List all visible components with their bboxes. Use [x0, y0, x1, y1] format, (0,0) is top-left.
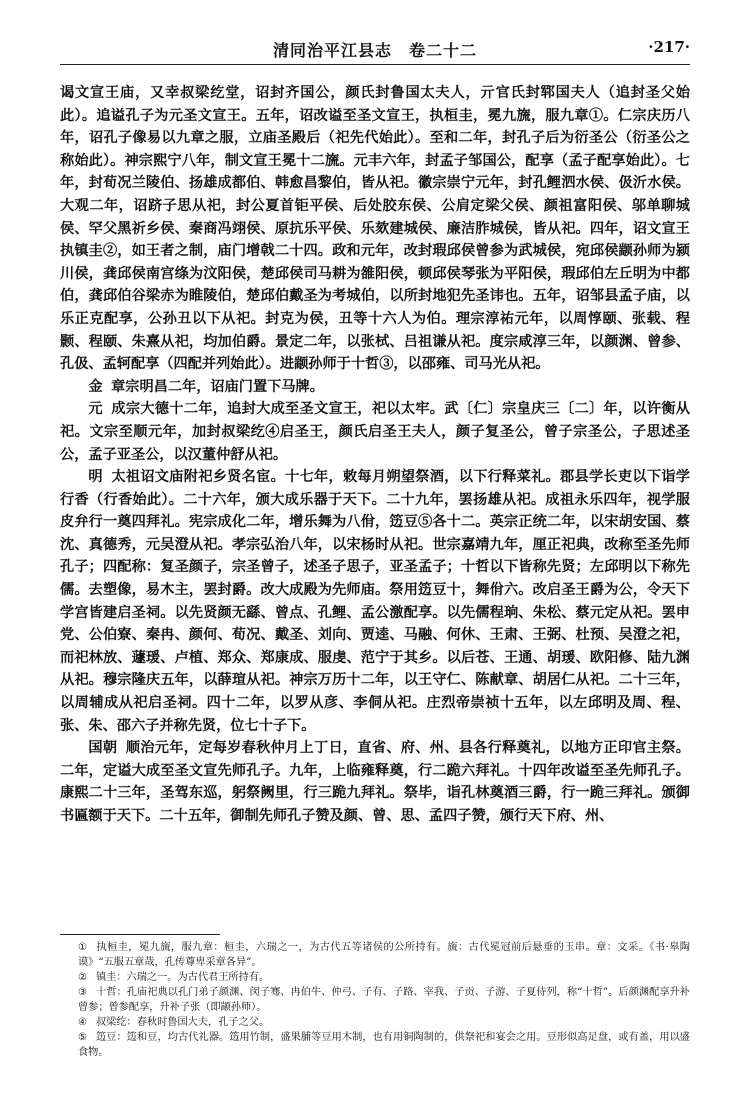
footnote	[78, 940, 690, 970]
footnotes	[78, 940, 690, 1060]
paragraph-text: 章宗明昌二年，诏庙门置下马牌。	[111, 378, 324, 395]
page-number: ·217·	[648, 38, 690, 56]
footnote	[78, 970, 690, 985]
paragraph-jin	[60, 376, 690, 399]
footnote-text: 叔梁纥：春秋时鲁国大夫，孔子之父。	[96, 1017, 270, 1028]
paragraph-qing	[60, 737, 690, 827]
paragraph-yuan	[60, 398, 690, 466]
footnote	[78, 1015, 690, 1030]
era-label: 国朝	[88, 740, 118, 757]
footnote-mark: ②	[78, 972, 88, 983]
footnote-rule	[60, 934, 220, 935]
paragraph-text: 顺治元年，定每岁春秋仲月上丁日，直省、府、州、县各行释奠礼，以地方正印官主祭。二年，定谥大成至圣文宣先师孔子。九年，上临雍释奠，行二跪六拜礼。十四年改谥至圣先师孔子。康熙二十三年，圣驾东巡，躬祭阙里，行三跪九拜礼。祭毕，诣孔林奠酒三爵，行一跪三拜礼。颁御书匾额于天下。二十五年，御制先师孔子赞及颜、曾、思、孟四子赞，颁行天下府、州、	[60, 740, 690, 824]
era-label: 明	[88, 469, 103, 486]
running-header	[60, 38, 690, 66]
paragraph-ming	[60, 466, 690, 737]
paragraph-text: 成宗大德十二年，追封大成至圣文宣王，祀以太牢。武〔仁〕宗皇庆三〔二〕年，以许衡从祀。文宗至顺元年，加封叔梁纥④启圣王，颜氏启圣王夫人，颜子复圣公，曾子宗圣公，子思述圣公，孟子亚圣公，以汉董仲舒从祀。	[60, 401, 690, 463]
paragraph-song	[60, 82, 690, 376]
footnote-mark: ④	[78, 1017, 88, 1028]
footnote-mark: ①	[78, 942, 88, 953]
footnote-mark: ③	[78, 987, 88, 998]
footnote	[78, 985, 690, 1015]
footnote-text: 镇圭：六瑞之一。为古代君王所持有。	[96, 972, 270, 983]
footnote-text: 执桓圭，冕九旒，服九章：桓圭，六瑞之一，为古代五等诸侯的公所持有。旒：古代冕冠前后悬垂的玉串。章：文采。《书·皋陶谟》“五服五章哉，孔传尊卑采章各异”。	[78, 942, 690, 968]
main-text	[60, 82, 690, 828]
paragraph-text: 谒文宣王庙，又幸叔梁纥堂，诏封齐国公，颜氏封鲁国太夫人，亓官氏封郓国夫人（追封圣父始此）。追谥孔子为元圣文宣王。五年，诏改谥至圣文宣王，执桓圭，冕九旒，服九章①。仁宗庆历八年，诏孔子像易以九章之服，立庙圣殿后（祀先代始此）。至和二年，封孔子后为衍圣公（衍圣公之称始此）。神宗熙宁八年，制文宣王冕十二旒。元丰六年，封孟子邹国公，配享（孟子配享始此）。七年，封荀况兰陵伯、扬雄成都伯、韩愈昌黎伯，皆从祀。徽宗崇宁元年，封孔鲤泗水侯、伋沂水侯。大观二年，诏跻子思从祀，封公夏首钜平侯、后处胶东侯、公肩定梁父侯、颜祖富阳侯、邬单聊城侯、罕父黑祈乡侯、秦商冯翊侯、原抗乐平侯、乐欬建城侯、廉洁胙城侯，皆从祀。四年，诏文宣王执镇圭②，如王者之制，庙门增戟二十四。政和元年，改封瑕邱侯曾参为武城侯，宛邱侯颛孙师为颍川侯，龚邱侯南宫绦为汶阳侯，楚邱侯司马耕为雒阳侯，顿邱侯琴张为平阳侯，瑕邱伯左丘明为中都伯，龚邱伯谷梁赤为睢陵伯，楚邱伯戴圣为考城伯，以所封地犯先圣讳也。五年，诏邹县孟子庙，以乐正克配享，公孙丑以下从祀。封克为侯，丑等十六人为伯。理宗淳祐元年，以周惇颐、张载、程颢、程颐、朱熹从祀，均加伯爵。景定二年，以张栻、吕祖谦从祀。度宗咸淳三年，以颜渊、曾参、孔伋、孟轲配享（四配并列始此）。进颛孙师于十哲③，以邵雍、司马光从祀。	[60, 85, 690, 373]
header-rule	[60, 64, 690, 65]
footnote-mark: ⑤	[78, 1032, 88, 1043]
era-label: 元	[88, 401, 103, 418]
era-label: 金	[88, 378, 103, 395]
footnote-text: 十哲：孔庙祀典以孔门弟子颜渊、闵子骞、冉伯牛、仲弓、子有、子路、宰我、子贡、子游、子夏侍列，称“十哲”。后颜渊配享升补曾参；曾参配享，升补子张（即颛孙师）。	[78, 987, 690, 1013]
footnote	[78, 1030, 690, 1060]
paragraph-text: 太祖诏文庙附祀乡贤名宦。十七年，敕每月朔望祭酒，以下行释菜礼。郡县学长吏以下诣学行香（行香始此）。二十六年，颁大成乐器于天下。二十九年，罢扬雄从祀。成祖永乐四年，视学服皮弁行一奠四拜礼。宪宗成化二年，增乐舞为八佾，笾豆⑤各十二。英宗正统二年，以宋胡安国、蔡沈、真德秀，元吴澄从祀。孝宗弘治八年，以宋杨时从祀。世宗嘉靖九年，厘正祀典，改称至圣先师孔子；四配称：复圣颜子，宗圣曾子，述圣子思子，亚圣孟子；十哲以下皆称先贤；左邱明以下称先儒。去塑像，易木主，罢封爵。改大成殿为先师庙。祭用笾豆十，舞佾六。改启圣王爵为公，令天下学宫皆建启圣祠。以先贤颜无繇、曾点、孔鲤、孟公激配享。以先儒程珦、朱松、蔡元定从祀。罢申党、公伯寮、秦冉、颜何、荀况、戴圣、刘向、贾逵、马融、何休、王肃、王弼、杜预、吴澄之祀，而祀林放、蘧瑗、卢植、郑众、郑康成、服虔、范宁于其乡。以后苍、王通、胡瑗、欧阳修、陆九渊从祀。穆宗隆庆五年，以薛瑄从祀。神宗万历十二年，以王守仁、陈献章、胡居仁从祀。二十三年，以周辅成从祀启圣祠。四十二年，以罗从彦、李侗从祀。庄烈帝崇祯十五年，以左邱明及周、程、张、朱、邵六子并称先贤，位七十子下。	[60, 469, 690, 734]
header-title: 清同治平江县志 卷二十二	[272, 41, 477, 60]
footnote-text: 笾豆：笾和豆，均古代礼器。笾用竹制，盛果脯等豆用木制，也有用铜陶制的，供祭祀和宴会之用。豆形似高足盘，或有盖，用以盛食物。	[78, 1032, 690, 1058]
